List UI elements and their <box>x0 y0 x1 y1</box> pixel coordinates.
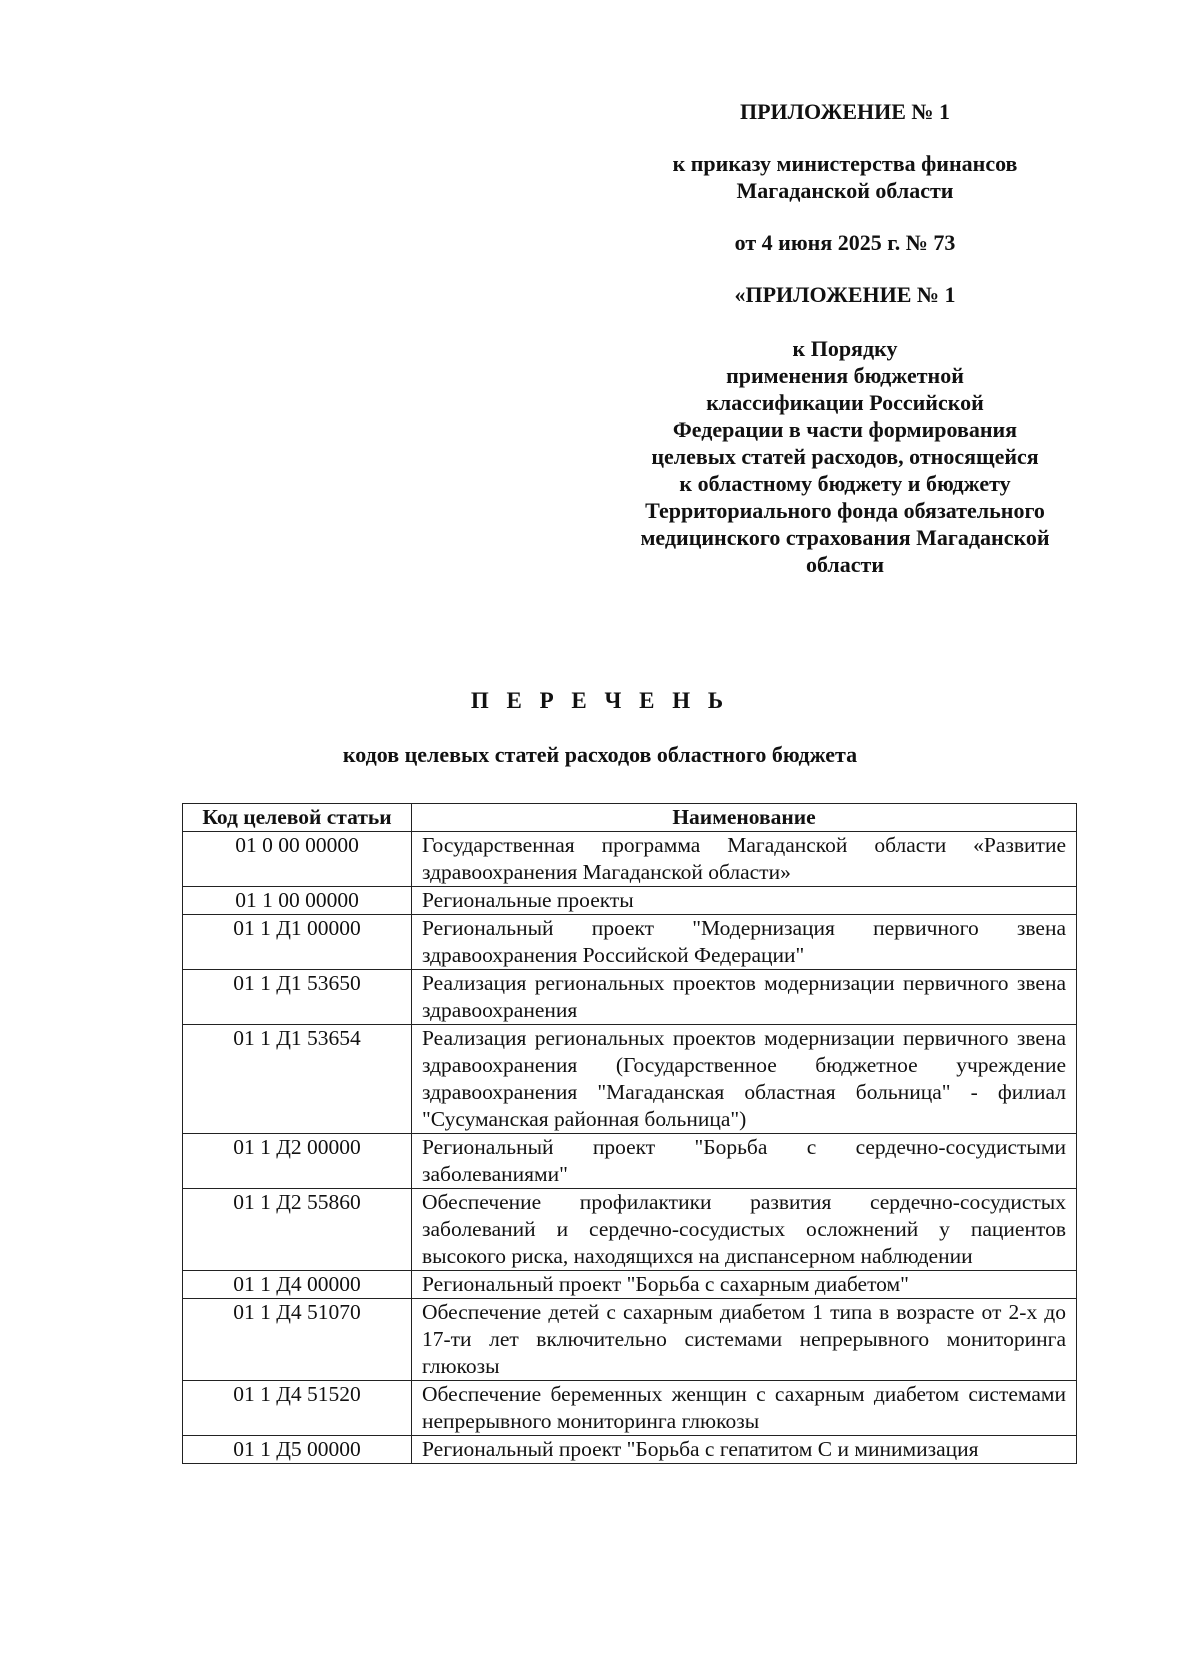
row-name: Региональный проект "Модернизация первичного звена здравоохранения Российской Федерации" <box>412 915 1077 970</box>
row-name: Реализация региональных проектов модернизации первичного звена здравоохранения (Государственное бюджетное учреждение здравоохранения "Магаданская областная больница" - филиал "Сусуманская районная больница") <box>412 1025 1077 1134</box>
procedure-line: медицинского страхования Магаданской <box>640 525 1050 550</box>
table-row <box>183 832 1077 887</box>
target-codes-table <box>182 803 1077 1464</box>
order-reference <box>600 150 1090 204</box>
row-name: Региональные проекты <box>412 887 1077 915</box>
row-name: Обеспечение профилактики развития сердечно-сосудистых заболеваний и сердечно-сосудистых осложнений у пациентов высокого риска, находящихся на диспансерном наблюдении <box>412 1189 1077 1271</box>
procedure-line: Территориального фонда обязательного <box>645 498 1045 523</box>
row-code: 01 1 Д1 53654 <box>183 1025 412 1134</box>
procedure-line: Федерации в части формирования <box>672 417 1018 442</box>
row-name: Региональный проект "Борьба с гепатитом С и минимизация <box>412 1436 1077 1464</box>
appendix-title: ПРИЛОЖЕНИЕ № 1 <box>739 99 951 124</box>
table-row <box>183 915 1077 970</box>
table-row <box>183 970 1077 1025</box>
table-row <box>183 1189 1077 1271</box>
table-row <box>183 887 1077 915</box>
row-code: 01 1 Д1 00000 <box>183 915 412 970</box>
row-code: 01 1 Д1 53650 <box>183 970 412 1025</box>
table-row <box>183 1381 1077 1436</box>
row-name: Обеспечение детей с сахарным диабетом 1 типа в возрасте от 2-х до 17-ти лет включительно системами непрерывного мониторинга глюкозы <box>412 1299 1077 1381</box>
row-name: Региональный проект "Борьба с сердечно-сосудистыми заболеваниями" <box>412 1134 1077 1189</box>
order-line: к приказу министерства финансов <box>672 151 1018 176</box>
procedure-line: области <box>805 552 885 577</box>
procedure-line: применения бюджетной <box>726 363 964 388</box>
procedure-line: к областному бюджету и бюджету <box>679 471 1011 496</box>
row-name: Региональный проект "Борьба с сахарным диабетом" <box>412 1271 1077 1299</box>
table-row <box>183 1134 1077 1189</box>
document-title: П Е Р Е Ч Е Н Ь <box>470 688 730 713</box>
row-name: Обеспечение беременных женщин с сахарным диабетом системами непрерывного мониторинга глюкозы <box>412 1381 1077 1436</box>
table-row <box>183 1299 1077 1381</box>
procedure-line: целевых статей расходов, относящейся <box>651 444 1039 469</box>
inner-appendix-title: «ПРИЛОЖЕНИЕ № 1 <box>734 282 956 307</box>
table-header-row <box>183 804 1077 832</box>
procedure-line: классификации Российской <box>706 390 984 415</box>
row-code: 01 0 00 00000 <box>183 832 412 887</box>
row-name: Государственная программа Магаданской области «Развитие здравоохранения Магаданской области» <box>412 832 1077 887</box>
procedure-reference <box>600 335 1090 578</box>
row-code: 01 1 Д4 51070 <box>183 1299 412 1381</box>
document-subtitle: кодов целевых статей расходов областного бюджета <box>342 742 858 767</box>
column-header-code: Код целевой статьи <box>183 804 412 832</box>
table-row <box>183 1436 1077 1464</box>
row-code: 01 1 Д4 51520 <box>183 1381 412 1436</box>
row-code: 01 1 00 00000 <box>183 887 412 915</box>
row-code: 01 1 Д2 55860 <box>183 1189 412 1271</box>
column-header-name: Наименование <box>412 804 1077 832</box>
table-row <box>183 1025 1077 1134</box>
table-row <box>183 1271 1077 1299</box>
row-name: Реализация региональных проектов модернизации первичного звена здравоохранения <box>412 970 1077 1025</box>
appendix-header <box>600 98 1090 578</box>
row-code: 01 1 Д5 00000 <box>183 1436 412 1464</box>
row-code: 01 1 Д4 00000 <box>183 1271 412 1299</box>
procedure-line: к Порядку <box>792 336 898 361</box>
order-line: Магаданской области <box>736 178 954 203</box>
order-date: от 4 июня 2025 г. № 73 <box>734 230 956 255</box>
row-code: 01 1 Д2 00000 <box>183 1134 412 1189</box>
